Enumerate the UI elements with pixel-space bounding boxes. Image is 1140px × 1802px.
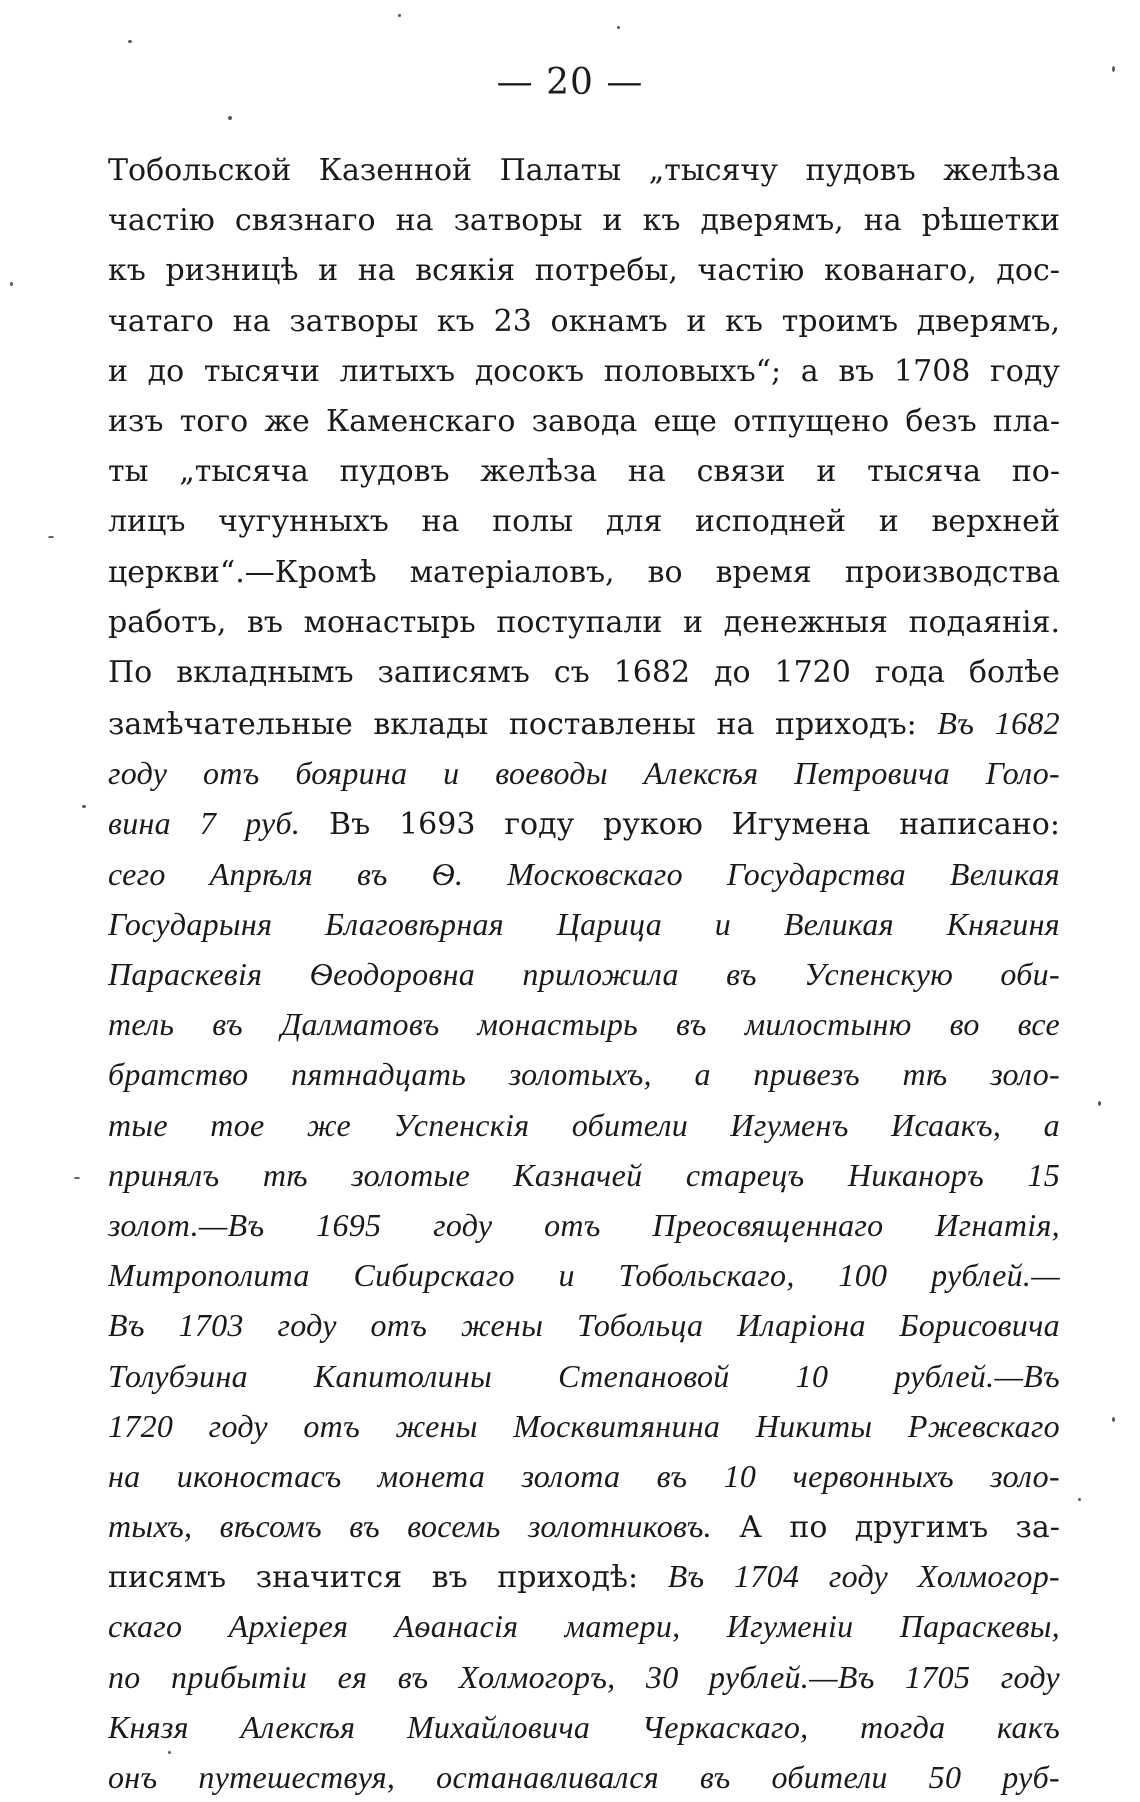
scan-speck (168, 1751, 171, 1754)
italic-segment: по прибытіи ея въ Холмогоръ, 30 рублей.—Въ 1705 году (108, 1658, 1060, 1695)
text-line (108, 1351, 1060, 1401)
text-line (108, 1501, 1060, 1551)
scan-speck (398, 14, 401, 17)
roman-segment: писямъ значится въ приходѣ: (108, 1560, 639, 1596)
text-line (108, 196, 1060, 246)
text-line (108, 1451, 1060, 1501)
text-line (108, 1100, 1060, 1150)
text-line (108, 1752, 1060, 1802)
page-number: — 20 — (496, 62, 644, 103)
roman-segment: Тобольской Казенной Палаты „тысячу пудовъ желѣза (108, 153, 1060, 188)
text-line (108, 1250, 1060, 1300)
text-line (108, 1049, 1060, 1099)
scan-speck (1112, 1417, 1115, 1422)
text-line (108, 648, 1060, 698)
text-line (108, 999, 1060, 1049)
text-line (108, 1652, 1060, 1702)
text-line (108, 1601, 1060, 1651)
italic-segment: Толубэина Капитолины Степановой 10 рублей.—Въ (108, 1357, 1060, 1394)
scan-speck (617, 26, 620, 29)
scan-speck (48, 536, 54, 538)
text-line (108, 698, 1060, 748)
text-line (108, 1200, 1060, 1250)
text-line (108, 899, 1060, 949)
italic-segment: принялъ тѣ золотые Казначей старецъ Никаноръ 15 (108, 1156, 1060, 1193)
roman-segment: По вкладнымъ записямъ съ 1682 до 1720 года болѣе (108, 654, 1060, 690)
text-line (108, 1150, 1060, 1200)
italic-segment: на иконостасъ монета золота въ 10 червонныхъ золо- (108, 1457, 1060, 1494)
italic-segment: Въ 1682 (937, 705, 1060, 742)
text-line (108, 347, 1060, 397)
italic-segment: тель въ Далматовъ монастырь въ милостыню во все (108, 1006, 1060, 1043)
italic-segment: Въ 1703 году отъ жены Тобольца Иларіона Борисовича (108, 1307, 1060, 1344)
roman-segment: чатаго на затворы къ 23 окнамъ и къ троимъ дверямъ, (108, 303, 1060, 339)
italic-segment: 1720 году отъ жены Москвитянина Никиты Ржевскаго (108, 1407, 1060, 1444)
scan-speck (1078, 1498, 1081, 1501)
text-line (108, 849, 1060, 899)
italic-segment: Государыня Благовѣрная Царица и Великая Княгиня (108, 905, 1060, 942)
text-line (108, 1401, 1060, 1451)
text-line (108, 1551, 1060, 1601)
text-line (108, 246, 1060, 296)
italic-segment: братство пятнадцать золотыхъ, а привезъ тѣ золо- (108, 1056, 1060, 1093)
roman-segment: къ ризницѣ и на всякія потребы, частію кованаго, дос- (108, 253, 1060, 289)
italic-segment: тыхъ, вѣсомъ въ восемь золотниковъ. (108, 1508, 712, 1545)
text-line (108, 1300, 1060, 1350)
roman-segment: церкви“.—Кромѣ матеріаловъ, во время производства (108, 554, 1060, 590)
italic-segment: тые тое же Успенскія обители Игуменъ Исаакъ, а (108, 1106, 1060, 1143)
body-text (108, 146, 1060, 1802)
text-line (108, 297, 1060, 347)
scan-speck (82, 805, 86, 808)
roman-segment: А по другимъ за- (739, 1510, 1060, 1546)
text-line (108, 598, 1060, 648)
roman-segment: замѣчательные вклады поставлены на приходъ: (108, 707, 917, 743)
text-line (108, 146, 1060, 196)
italic-segment: Митрополита Сибирскаго и Тобольскаго, 100 рублей.— (108, 1257, 1060, 1294)
text-line (108, 447, 1060, 497)
italic-segment: золот.—Въ 1695 году отъ Преосвященнаго Игнатія, (108, 1206, 1060, 1243)
text-line (108, 397, 1060, 447)
roman-segment: частію связнаго на затворы и къ дверямъ, на рѣшетки (108, 203, 1060, 239)
text-line (108, 949, 1060, 999)
italic-segment: онъ путешествуя, останавливался въ обители 50 руб- (108, 1759, 1060, 1795)
text-line (108, 548, 1060, 598)
scan-speck (228, 116, 232, 120)
text-line (108, 497, 1060, 547)
italic-segment: скаго Архіерея Аѳанасія матери, Игуменіи Параскевы, (108, 1608, 1060, 1645)
scan-speck (1098, 1101, 1101, 1106)
italic-segment: Параскевія Ѳеодоровна приложила въ Успенскую оби- (108, 956, 1060, 992)
italic-segment: году отъ боярина и воеводы Алексѣя Петровича Голо- (108, 755, 1060, 792)
italic-segment: Въ 1704 году Холмогор- (667, 1558, 1060, 1595)
italic-segment: Князя Алексѣя Михайловича Черкаскаго, тогда какъ (108, 1708, 1060, 1745)
roman-segment: и до тысячи литыхъ досокъ половыхъ“; а въ 1708 году (108, 353, 1060, 389)
text-line (108, 748, 1060, 798)
text-line (108, 1702, 1060, 1752)
roman-segment: работъ, въ монастырь поступали и денежныя подаянія. (108, 604, 1060, 640)
italic-segment: вина 7 руб. (108, 805, 301, 842)
scan-speck (128, 40, 132, 43)
roman-segment: ты „тысяча пудовъ желѣза на связи и тысяча по- (108, 454, 1060, 490)
roman-segment: лицъ чугунныхъ на полы для исподней и верхней (108, 504, 1060, 540)
scan-speck (1112, 66, 1115, 72)
text-line (108, 798, 1060, 848)
italic-segment: сего Апрѣля въ Ѳ. Московскаго Государства Великая (108, 855, 1060, 892)
roman-segment: Въ 1693 году рукою Игумена написано: (329, 807, 1060, 843)
scan-speck (10, 282, 13, 286)
scan-speck (74, 1177, 80, 1179)
roman-segment: изъ того же Каменскаго завода еще отпущено безъ пла- (108, 403, 1060, 439)
